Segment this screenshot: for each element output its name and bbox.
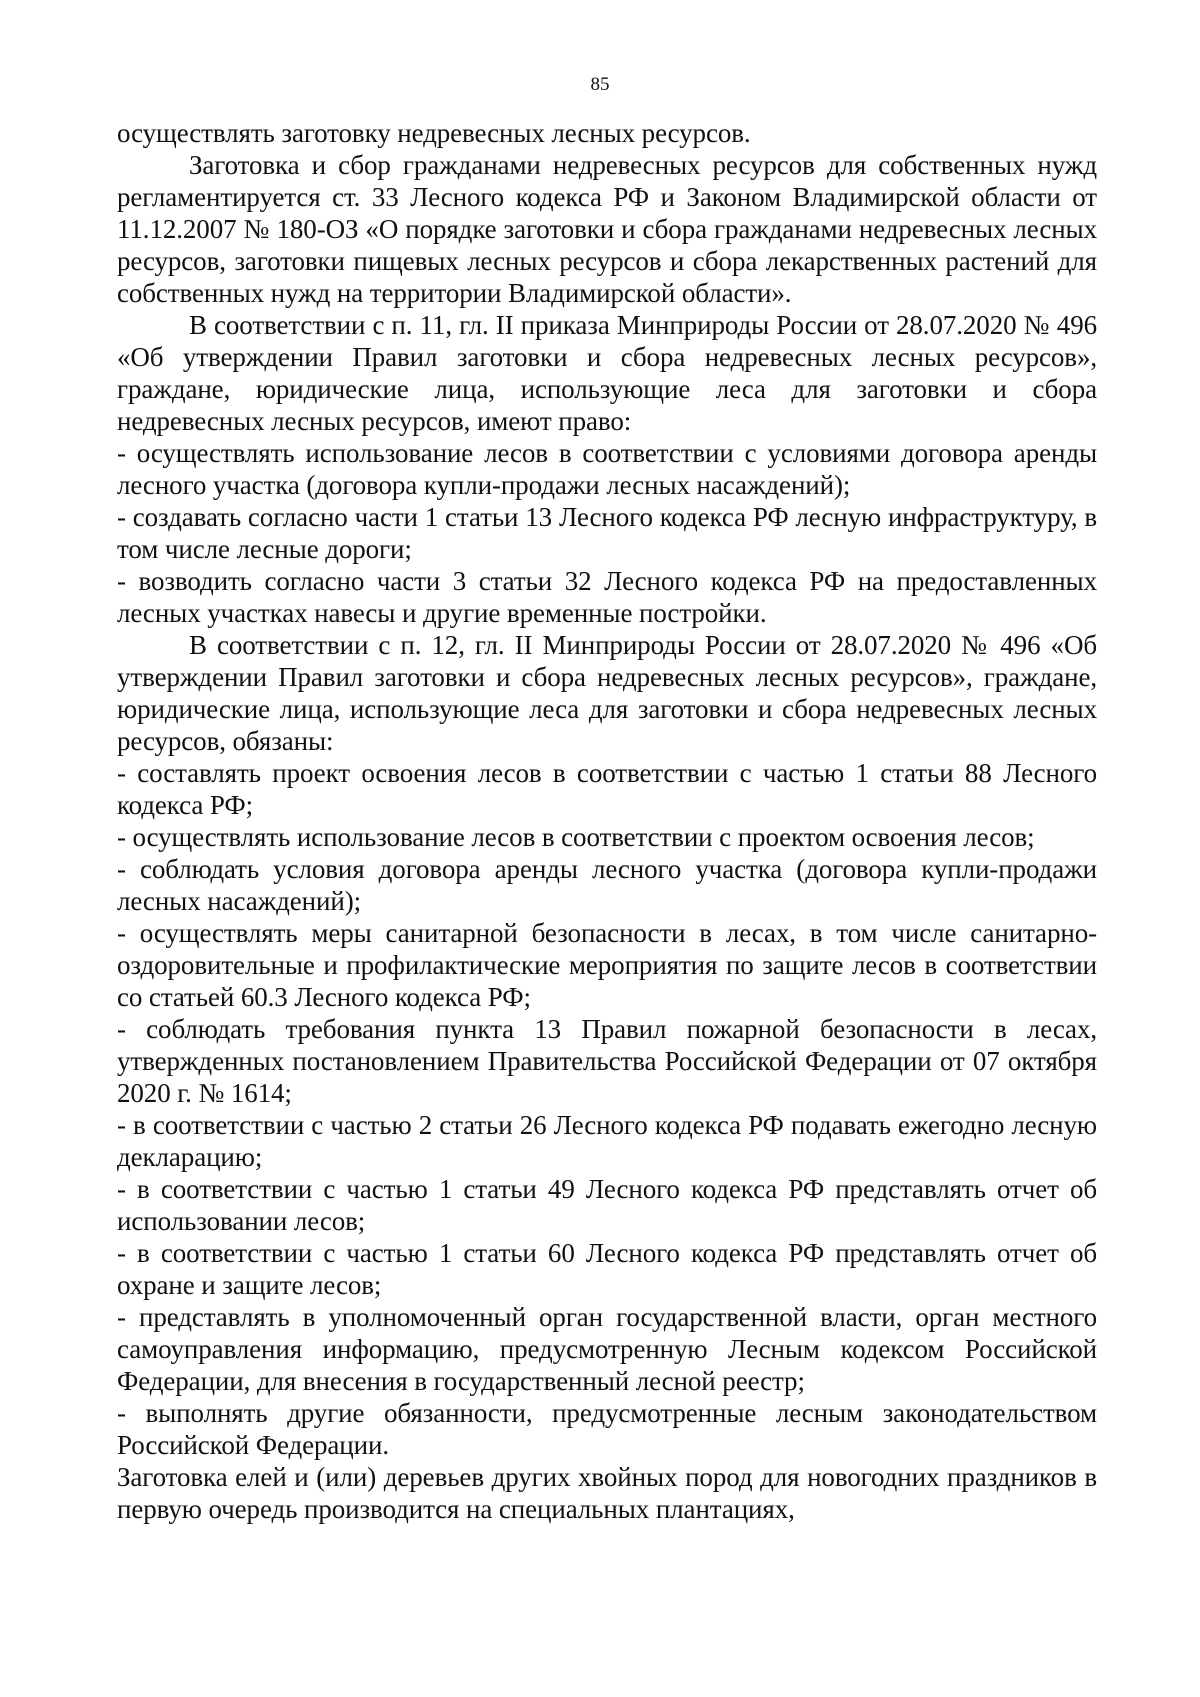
- paragraph-continuation: осуществлять заготовку недревесных лесных ресурсов.: [117, 118, 751, 148]
- rights-list-item: - осуществлять использование лесов в соответствии с условиями договора аренды лесного участка (договора купли-продажи лесных насаждений);: [117, 438, 1097, 500]
- rights-list-item: - создавать согласно части 1 статьи 13 Лесного кодекса РФ лесную инфраструктуру, в том числе лесные дороги;: [117, 502, 1097, 564]
- obligations-list-item: - соблюдать требования пункта 13 Правил пожарной безопасности в лесах, утвержденных постановлением Правительства Российской Федерации от 07 октября 2020 г. № 1614;: [117, 1014, 1097, 1108]
- obligations-list-item: - осуществлять использование лесов в соответствии с проектом освоения лесов;: [117, 822, 1035, 852]
- paragraph-christmas-trees: Заготовка елей и (или) деревьев других хвойных пород для новогодних праздников в первую очередь производится на специальных плантациях,: [117, 1462, 1097, 1524]
- obligations-list-item: - представлять в уполномоченный орган государственной власти, орган местного самоуправления информацию, предусмотренную Лесным кодексом Российской Федерации, для внесения в государственный лесной реестр;: [117, 1302, 1097, 1396]
- rights-list-item: - возводить согласно части 3 статьи 32 Лесного кодекса РФ на предоставленных лесных участках навесы и другие временные постройки.: [117, 566, 1097, 628]
- obligations-list-item: - выполнять другие обязанности, предусмотренные лесным законодательством Российской Федерации.: [117, 1398, 1097, 1460]
- obligations-list-item: - в соответствии с частью 2 статьи 26 Лесного кодекса РФ подавать ежегодно лесную декларацию;: [117, 1110, 1097, 1172]
- obligations-list-item: - в соответствии с частью 1 статьи 60 Лесного кодекса РФ представлять отчет об охране и защите лесов;: [117, 1238, 1097, 1300]
- document-body: [117, 117, 1097, 1525]
- paragraph-obligations-intro: В соответствии с п. 12, гл. II Минприроды России от 28.07.2020 № 496 «Об утверждении Правил заготовки и сбора недревесных лесных ресурсов», граждане, юридические лица, использующие леса для заготовки и сбора недревесных лесных ресурсов, обязаны:: [117, 630, 1097, 756]
- paragraph-rights-intro: В соответствии с п. 11, гл. II приказа Минприроды России от 28.07.2020 № 496 «Об утверждении Правил заготовки и сбора недревесных лесных ресурсов», граждане, юридические лица, использующие леса для заготовки и сбора недревесных лесных ресурсов, имеют право:: [117, 310, 1097, 436]
- obligations-list-item: - соблюдать условия договора аренды лесного участка (договора купли-продажи лесных насаждений);: [117, 854, 1097, 916]
- obligations-list-item: - составлять проект освоения лесов в соответствии с частью 1 статьи 88 Лесного кодекса РФ;: [117, 758, 1097, 820]
- obligations-list-item: - осуществлять меры санитарной безопасности в лесах, в том числе санитарно-оздоровительные и профилактические мероприятия по защите лесов в соответствии со статьей 60.3 Лесного кодекса РФ;: [117, 918, 1097, 1012]
- obligations-list-item: - в соответствии с частью 1 статьи 49 Лесного кодекса РФ представлять отчет об использовании лесов;: [117, 1174, 1097, 1236]
- page-number: 85: [590, 74, 610, 95]
- paragraph-harvesting-regulation: Заготовка и сбор гражданами недревесных ресурсов для собственных нужд регламентируется ст. 33 Лесного кодекса РФ и Законом Владимирской области от 11.12.2007 № 180-ОЗ «О порядке заготовки и сбора гражданами недревесных лесных ресурсов, заготовки пищевых лесных ресурсов и сбора лекарственных растений для собственных нужд на территории Владимирской области».: [117, 150, 1097, 308]
